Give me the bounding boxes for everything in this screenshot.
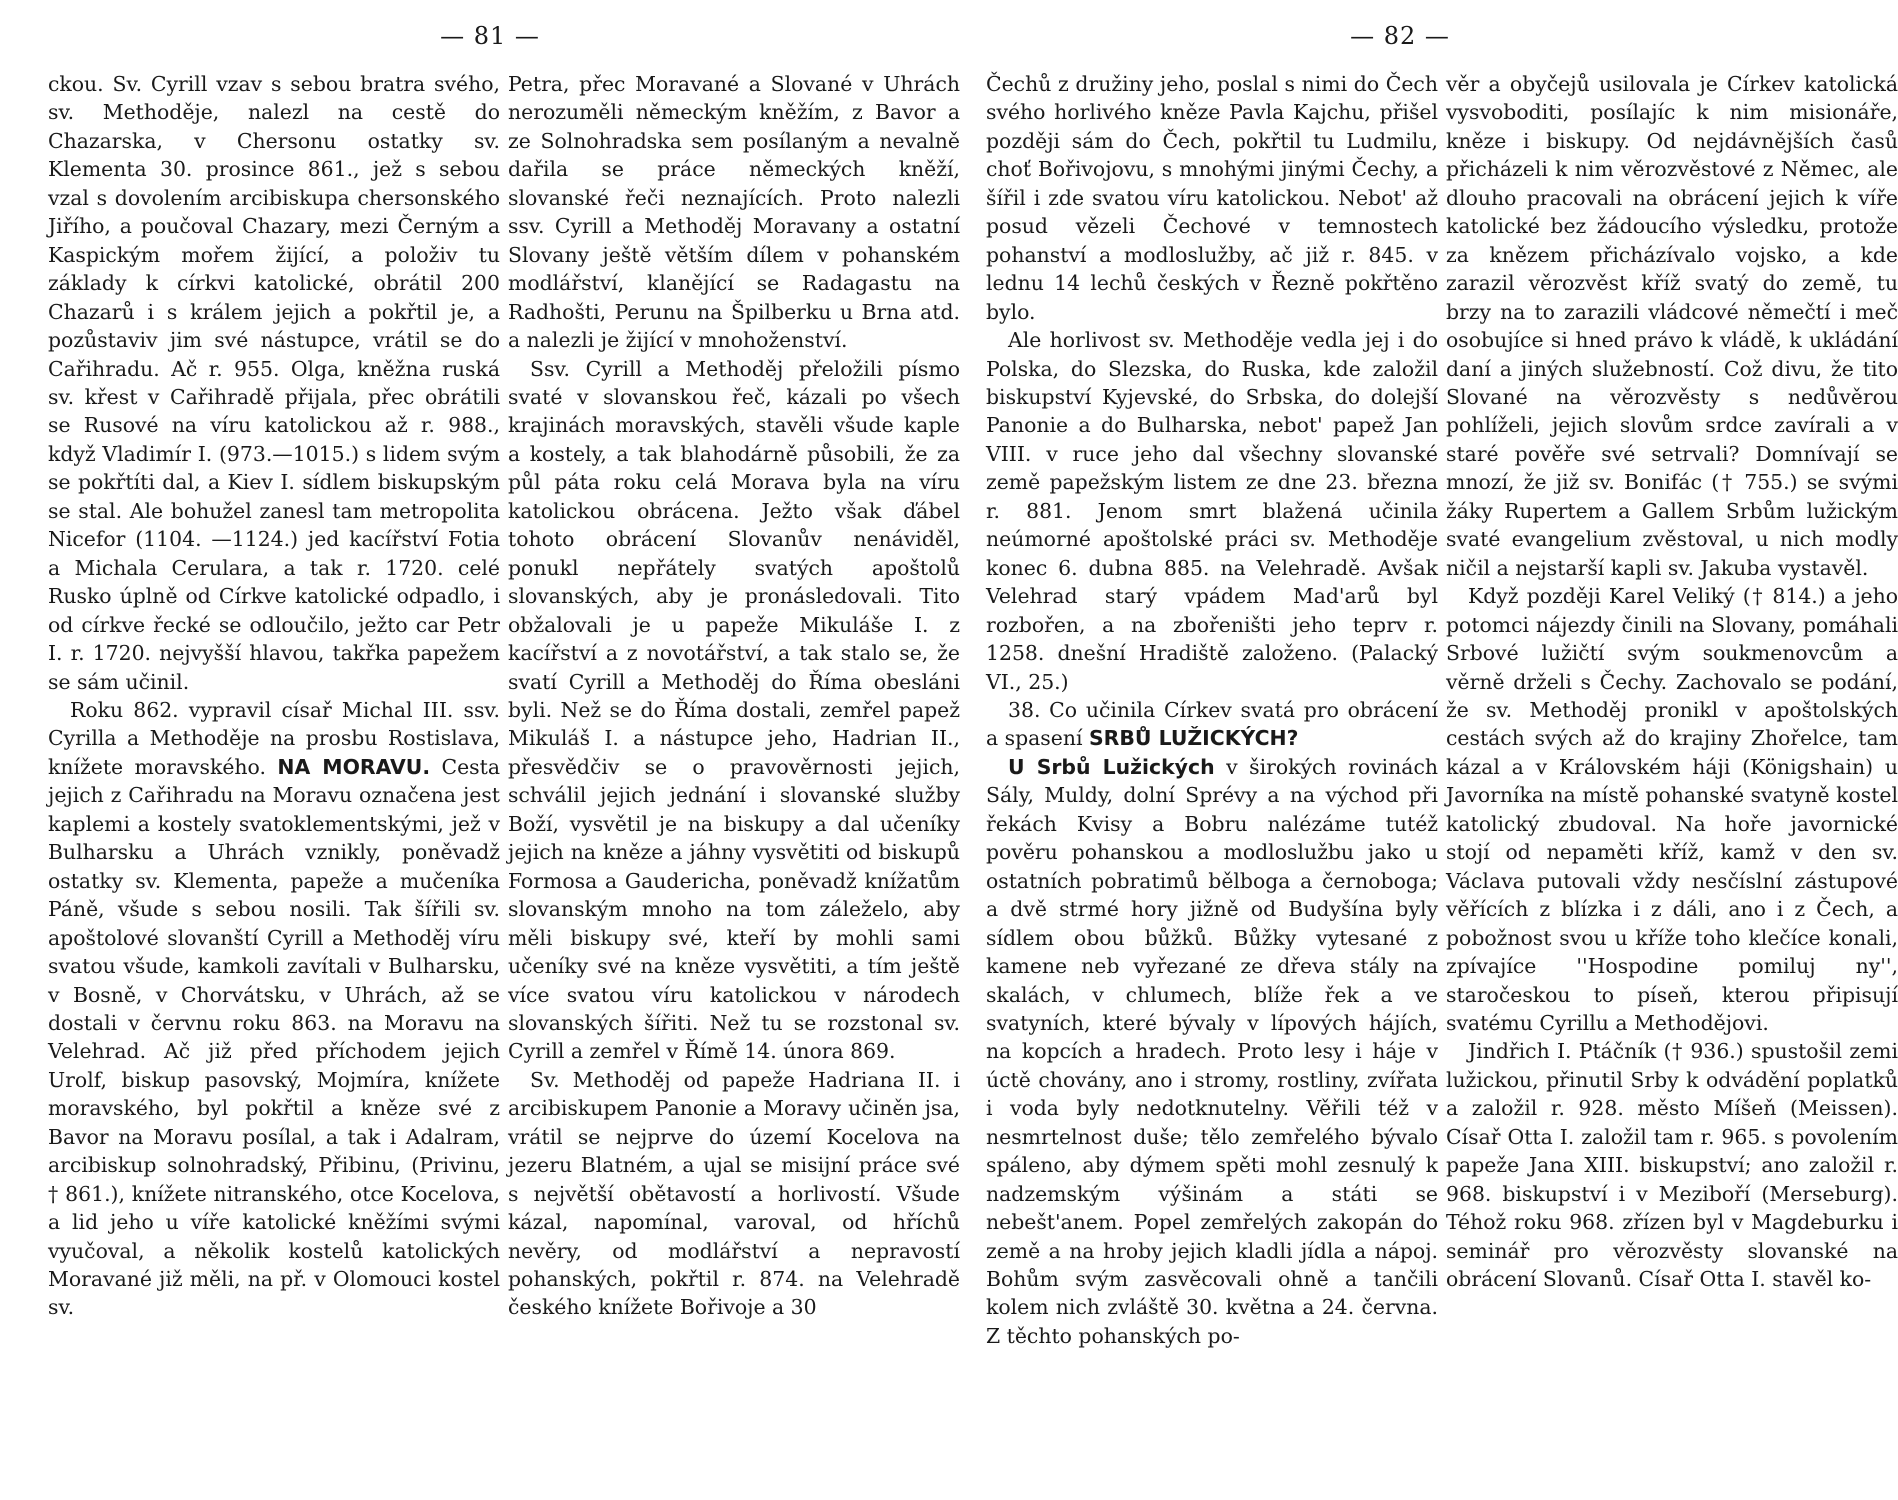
text-run: Cesta jejich z Cařihradu na Moravu označena jest kaplemi a kostely svatoklementskými, jež v Bulharsku a Uhrách vznikly, poněvadž ostatky sv. Klementa, papeže a mučeníka Páně, všude s sebou nosili. Tak šířili sv. apoštolové slovanští Cyrill a Methoděj víru svatou všude, kamkoli zavítali v Bulharsku, v Bosně, v Chorvátsku, v Uhrách, až se dostali v červnu roku 863. na Moravu na Velehrad. Ač již před příchodem jejich Urolf, biskup pasovský, Mojmíra, knížete moravského, byl pokřtil a kněze své z Bavor na Moravu posílal, a tak i Adalram, arcibiskup solnohradský, Přibinu, (Privinu, † 861.), knížete nitranského, otce Kocelova, a lid jeho u víře katolické kněžími svými vyučoval, a několik kostelů katolických Moravané již měli, na př. v Olomouci kostel sv. <box>48 754 500 1320</box>
heading-na-moravu: NA MORAVU. <box>277 754 431 779</box>
page-number-right: — 82 — <box>1350 22 1450 50</box>
paragraph: Když později Karel Veliký († 814.) a jeho potomci nájezdy činili na Slovany, pomáhali Srbové lužičtí svým soukmenovcům a věrně drželi s Čechy. Zachovalo se podání, že sv. Methoděj pronikl v apoštolských cestách svých až do krajiny Zhořelce, tam kázal a v Královském háji (Königshain) u Javorníka na místě pohanské svatyně kostel katolický zbudoval. Na hoře javornické stojí od nepaměti kříž, kamž v den sv. Václava putovali vždy nesčíslní zástupové věřících z blízka i z dáli, ano i z Čech, a pobožnost svou u kříže toho klečíce konali, zpívajíce ''Hospodine pomiluj ny'', staročeskou to píseň, kterou připisují svatému Cyrillu a Methodějovi. <box>1446 584 1898 1035</box>
paragraph: Sv. Methoděj od papeže Hadriana II. i arcibiskupem Panonie a Moravy učiněn jsa, vrátil se nejprve do území Kocelova na jezeru Blatném, a ujal se misijní práce své s největší obětavostí a horlivostí. Všude kázal, napomínal, varoval, od hříchů nevěry, od modlářství a nepravostí pohanských, pokřtil r. 874. na Velehradě českého knížete Bořivoje a 30 <box>508 1067 960 1320</box>
paragraph <box>48 696 500 1322</box>
column-1 <box>48 70 500 1322</box>
paragraph: Ale horlivost sv. Methoděje vedla jej i do Polska, do Slezska, do Ruska, kde založil biskupství Kyjevské, do Srbska, do dolejší Panonie a do Bulharska, nebot' papež Jan VIII. v ruce jeho dal všechny slovanské země papežským listem ze dne 23. března r. 881. Jenom smrt blažená učinila neúmorné apoštolské práci sv. Methoděje konec 6. dubna 885. na Velehradě. Avšak Velehrad starý vpádem Mad'arů byl rozbořen, a na zbořeništi jeho teprv r. 1258. dnešní Hradiště založeno. (Palacký VI., 25.) <box>986 328 1438 694</box>
heading-srbu-luzickych: SRBŮ LUŽICKÝCH? <box>1088 726 1299 751</box>
paragraph: Jindřich I. Ptáčník († 936.) spustošil zemi lužickou, přinutil Srby k odvádění poplatků a založil r. 928. město Míšeň (Meissen). Císař Otta I. založil tam r. 965. s povolením papeže Jana XIII. biskupství; ano založil r. 968. biskupství i v Meziboří (Merseburg). Téhož roku 968. zřízen byl v Magdeburku i seminář pro věrozvěsty slovanské na obrácení Slovanů. Císař Otta I. stavěl ko- <box>1446 1039 1898 1292</box>
column-2 <box>508 70 960 1322</box>
text-run: v širokých rovinách Sály, Muldy, dolní Sprévy a na východ při řekách Kvisy a Bobru nalézáme tutéž pověru pohanskou a modloslužbu jako u ostatních pobratimů bělboga a černoboga; a dvě strmé hory jižně od Budyšína byly sídlem obou bůžků. Bůžky vytesané z kamene neb vyřezané ze dřeva stály na skalách, v chlumech, blíže řek a ve svatyních, které bývaly v lípových hájích, na kopcích a hradech. Proto lesy i háje v úctě chovány, ano i stromy, rostliny, zvířata i voda byly nedotknutelny. Věřili též v nesmrtelnost duše; tělo zemřelého bývalo spáleno, aby dýmem spěti mohl zesnulý k nadzemským výšinám a státi se nebešt'anem. Popel zemřelých zakopán do země a na hroby jejich kladli jídla a nápoj. Bohům svým zasvěcovali ohně a tančili kolem nich zvláště 30. května a 24. června. Z těchto pohanských po- <box>986 754 1438 1348</box>
column-4 <box>1446 70 1898 1293</box>
paragraph: věr a obyčejů usilovala je Církev katolická vysvoboditi, posílajíc k nim misionáře, kněze i biskupy. Od nejdávnějších časů přicházeli k nim věrozvěstové z Němec, ale dlouho pracovali na obrácení jejich k víře katolické bez žádoucího výsledku, protože za knězem přicházívalo vojsko, a kde zarazil věrozvěst kříž svatý do země, tu brzy na to zarazili vládcové němečtí i meč osobujíce si hned právo k vládě, k ukládání daní a jiných služebností. Což divu, že tito Slované na věrozvěsty s nedůvěrou pohlíželi, jejich slovům srdce zavírali a v staré pověře své setrvali? Domnívají se mnozí, že již sv. Bonifác († 755.) se svými žáky Rupertem a Gallem Srbům lužickým svaté evangelium zvěstoval, u nich modly ničil a nejstarší kapli sv. Jakuba vystavěl. <box>1446 72 1898 580</box>
paragraph <box>986 753 1438 1351</box>
paragraph: ckou. Sv. Cyrill vzav s sebou bratra svého, sv. Methoděje, nalezl na cestě do Chazarska, v Chersonu ostatky sv. Klementa 30. prosince 861., jež s sebou vzal s dovolením arcibiskupa chersonského Jiřího, a poučoval Chazary, mezi Černým a Kaspickým mořem žijící, a položiv tu základy k církvi katolické, obrátil 200 Chazarů i s králem jejich a pokřtil je, a pozůstaviv jim své nástupce, vrátil se do Cařihradu. Ač r. 955. Olga, kněžna ruská sv. křest v Cařihradě přijala, přec obrátili se Rusové na víru katolickou až r. 988., když Vladimír I. (973.—1015.) s lidem svým se pokřtíti dal, a Kiev I. sídlem biskupským se stal. Ale bohužel zanesl tam metropolita Nicefor (1104. —1124.) jed kacířství Fotia a Michala Cerulara, a tak r. 1720. celé Rusko úplně od Církve katolické odpadlo, i od církve řecké se odloučilo, ježto car Petr I. r. 1720. nejvyšší hlavou, takřka papežem se sám učinil. <box>48 72 500 694</box>
bold-lead: U Srbů Lužických <box>1008 754 1215 779</box>
paragraph: Ssv. Cyrill a Methoděj přeložili písmo svaté v slovanskou řeč, kázali po všech krajinách moravských, stavěli všude kaple a kostely, a tak blahodárně působili, že za půl páta roku celá Morava byla na víru katolickou obrácena. Ježto však ďábel tohoto obrácení Slovanův nenáviděl, ponukl nepřátely svatých apoštolů slovanských, aby je pronásledovali. Tito obžalovali je u papeže Mikuláše I. z kacířství a z novotářství, a tak stalo se, že svatí Cyrill a Methoděj do Říma obesláni byli. Než se do Říma dostali, zemřel papež Mikuláš I. a nástupce jeho, Hadrian II., přesvědčiv se o pravověrnosti jejich, schválil jejich jednání i slovanské služby Boží, vysvětil je na biskupy a dal učeníky jejich na kněze a jáhny vysvětiti od biskupů Formosa a Gaudericha, poněvadž knížatům slovanským mnoho na tom záleželo, aby měli biskupy své, kteří by mohli sami učeníky své na kněze vysvětiti, a tím ještě více svatou víru katolickou v národech slovanských šířiti. Než tu se rozstonal sv. Cyrill a zemřel v Římě 14. února 869. <box>508 356 960 1064</box>
column-3 <box>986 70 1438 1350</box>
page-number-left: — 81 — <box>440 22 540 50</box>
paragraph: Petra, přec Moravané a Slované v Uhrách nerozuměli německým kněžím, z Bavor a ze Solnohradska sem posílaným a nevalně dařila se práce německých kněží, slovanské řeči neznajících. Proto nalezli ssv. Cyrill a Methoděj Moravany a ostatní Slovany ještě větším dílem v pohanském modlářství, klanějící se Radagastu na Radhošti, Perunu na Špilberku u Brna atd. a nalezli je žijící v mnohoženství. <box>508 72 960 353</box>
paragraph: Čechů z družiny jeho, poslal s nimi do Čech svého horlivého kněze Pavla Kajchu, přišel později sám do Čech, pokřtil tu Ludmilu, choť Bořivojovu, s mnohými jinými Čechy, a šířil i zde svatou víru katolickou. Nebot' až posud vězeli Čechové v temnostech pohanství a modloslužby, ač již r. 845. v lednu 14 lechů českých v Řezně pokřtěno bylo. <box>986 72 1438 324</box>
text-run: 38. Co učinila Církev svatá pro obrácení a spasení <box>986 697 1438 751</box>
text-run: Roku 862. vypravil císař Michal III. ssv. Cyrilla a Methoděje na prosbu Rostislava, knížete moravského. <box>48 697 500 779</box>
question-38 <box>986 696 1438 753</box>
